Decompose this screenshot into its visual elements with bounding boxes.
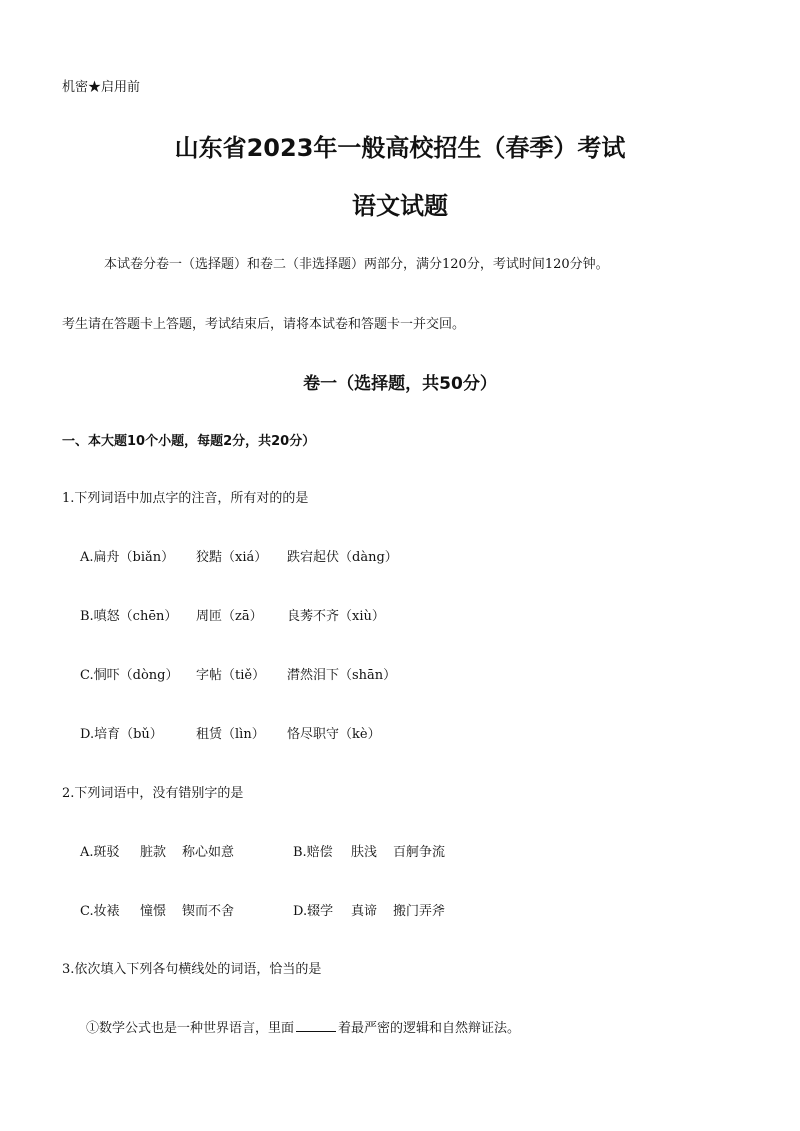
option-term: A.斑驳 [80, 845, 120, 860]
confidential-mark: 机密★启用前 [62, 80, 141, 95]
section-one-heading: 一、本大题10个小题，每题2分，共20分） [62, 434, 316, 449]
option-term: 字帖（tiě） [196, 668, 266, 683]
option-term: D.培育（bǔ） [80, 727, 163, 742]
option-term: 称心如意 [182, 845, 235, 860]
option-term: 周匝（zā） [196, 609, 263, 624]
exam-title: 山东省2023年一般高校招生（春季）考试 [174, 134, 626, 162]
option-term: C.妆裱 [80, 904, 120, 919]
option-term: 真谛 [351, 904, 378, 919]
question-3-stem: 3.依次填入下列各句横线处的词语，恰当的是 [62, 962, 322, 977]
option-term: 憧憬 [140, 904, 167, 919]
question-3-sentence-1 [86, 1017, 520, 1036]
option-term: A.扁舟（biǎn） [80, 550, 175, 565]
option-term: 恪尽职守（kè） [287, 727, 381, 742]
instruction-line-2: 考生请在答题卡上答题，考试结束后，请将本试卷和答题卡一并交回。 [62, 317, 466, 332]
option-term: 潸然泪下（shān） [287, 668, 397, 683]
fill-blank[interactable] [296, 1019, 336, 1032]
option-term: 跌宕起伏（dàng） [287, 550, 398, 565]
option-term: 租赁（lìn） [196, 727, 265, 742]
option-term: B.赔偿 [293, 845, 333, 860]
option-term: 肤浅 [351, 845, 378, 860]
option-term: 百舸争流 [393, 845, 446, 860]
option-term: 良莠不齐（xiù） [287, 609, 385, 624]
option-term: C.恫吓（dòng） [80, 668, 179, 683]
question-1-stem: 1.下列词语中加点字的注音，所有对的的是 [62, 491, 309, 506]
option-term: 搬门弄斧 [393, 904, 446, 919]
volume-one-heading: 卷一（选择题，共50分） [303, 374, 497, 394]
option-term: D.辍学 [293, 904, 334, 919]
sentence-text-before: ①数学公式也是一种世界语言，里面 [86, 1021, 295, 1036]
option-term: B.嗔怒（chēn） [80, 609, 178, 624]
instruction-line-1: 本试卷分卷一（选择题）和卷二（非选择题）两部分，满分120分，考试时间120分钟。 [104, 257, 609, 272]
option-term: 脏款 [140, 845, 167, 860]
option-term: 狡黠（xiá） [196, 550, 268, 565]
exam-subtitle: 语文试题 [352, 192, 448, 220]
sentence-text-after: 着最严密的逻辑和自然辩证法。 [338, 1021, 521, 1036]
option-term: 锲而不舍 [182, 904, 235, 919]
question-2-stem: 2.下列词语中，没有错别字的是 [62, 786, 244, 801]
